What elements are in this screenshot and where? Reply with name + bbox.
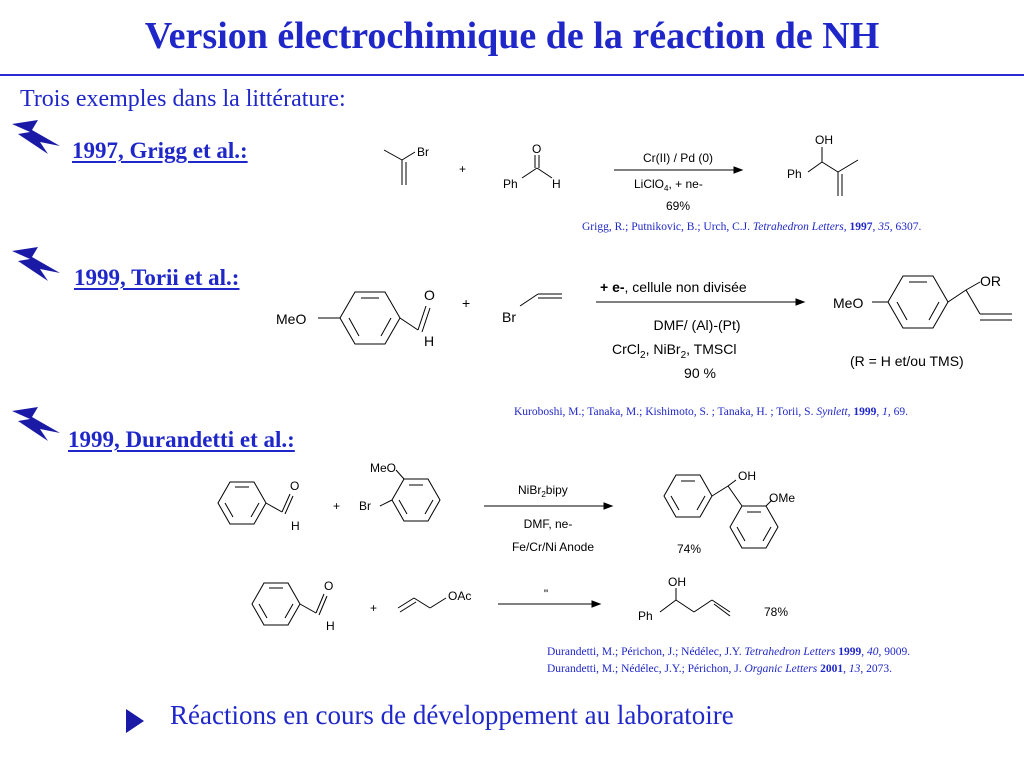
reaction-conditions: " [543, 587, 549, 601]
atom-label: OH [738, 469, 756, 483]
example-heading-grigg: 1997, Grigg et al.: [72, 138, 248, 163]
atom-label: H [424, 333, 435, 349]
reaction-conditions: DMF/ (Al)-(Pt) [653, 317, 741, 333]
reference-durandetti-2: Durandetti, M.; Nédélec, J.Y.; Périchon, J. Organic Letters 2001, 13, 2073. [547, 663, 892, 675]
atom-label: Br [417, 145, 429, 159]
reference-grigg: Grigg, R.; Putnikovic, B.; Urch, C.J. Tetrahedron Letters, 1997, 35, 6307. [582, 221, 922, 233]
allyl-acetate-structure [398, 598, 446, 612]
reaction-conditions: DMF, ne- [523, 517, 573, 531]
reaction-conditions: Cr(II) / Pd (0) [642, 151, 714, 165]
atom-label: OH [815, 133, 833, 147]
example-heading-torii: 1999, Torii et al.: [74, 265, 240, 290]
bromopropene-structure [384, 150, 415, 185]
atom-label: O [290, 479, 300, 493]
benzaldehyde-structure [252, 583, 327, 625]
atom-label: H [291, 519, 300, 533]
example-heading-durandetti: 1999, Durandetti et al.: [68, 427, 295, 452]
atom-label: H [552, 177, 561, 191]
methoxybenzaldehyde-structure [318, 292, 430, 344]
reaction-conditions: + e-, cellule non divisée [600, 279, 747, 295]
bullet-arrow-icon [124, 707, 146, 735]
reaction-conditions: NiBr$_2$bipy [518, 483, 568, 499]
benzaldehyde-structure [218, 482, 293, 524]
atom-label: OR [980, 273, 1001, 289]
reaction-conditions: Fe/Cr/Ni Anode [511, 540, 595, 554]
plus-sign: + [459, 162, 467, 176]
page-title: Version électrochimique de la réaction de NH [144, 15, 880, 57]
atom-label: MeO [833, 295, 864, 311]
intro-text: Trois exemples dans la littérature: [20, 86, 346, 112]
reaction-yield: 69% [665, 199, 691, 213]
atom-label: O [532, 142, 542, 156]
atom-label: Ph [787, 167, 802, 181]
reaction-yield: 90 % [684, 365, 716, 381]
atom-label: OAc [448, 589, 472, 603]
vinyl-bromide-structure [520, 294, 562, 306]
substituent-note: (R = H et/ou TMS) [850, 353, 964, 369]
bromoanisole-structure [380, 470, 440, 521]
plus-sign: + [370, 601, 378, 615]
homoallylic-alcohol-structure [660, 588, 730, 616]
reaction-yield: 74% [677, 542, 702, 556]
plus-sign: + [462, 295, 471, 311]
reaction-conditions: CrCl$_2$, NiBr$_2$, TMSCl [612, 341, 737, 361]
diaryl-methanol-structure [664, 475, 778, 548]
footer-statement: Réactions en cours de développement au laboratoire [170, 700, 734, 730]
allylic-alcohol-structure [808, 147, 858, 196]
reference-torii: Kuroboshi, M.; Tanaka, M.; Kishimoto, S. ; Tanaka, H. ; Torii, S. Synlett, 1999, 1, 69. [514, 406, 909, 418]
atom-label: H [326, 619, 335, 633]
atom-label: O [424, 287, 435, 303]
benzaldehyde-structure [522, 155, 552, 178]
atom-label: Br [359, 499, 371, 513]
reaction-conditions: LiClO$_4$, + ne- [634, 177, 703, 193]
atom-label: MeO [370, 461, 397, 475]
atom-label: Ph [503, 177, 518, 191]
reference-durandetti-1: Durandetti, M.; Périchon, J.; Nédélec, J.Y. Tetrahedron Letters 1999, 40, 9009. [547, 646, 911, 658]
atom-label: Ph [638, 609, 653, 623]
atom-label: O [324, 579, 334, 593]
atom-label: Br [502, 309, 516, 325]
plus-sign: + [333, 499, 341, 513]
reaction-yield: 78% [764, 605, 789, 619]
atom-label: MeO [276, 311, 307, 327]
atom-label: OMe [769, 491, 796, 505]
atom-label: OH [668, 575, 686, 589]
